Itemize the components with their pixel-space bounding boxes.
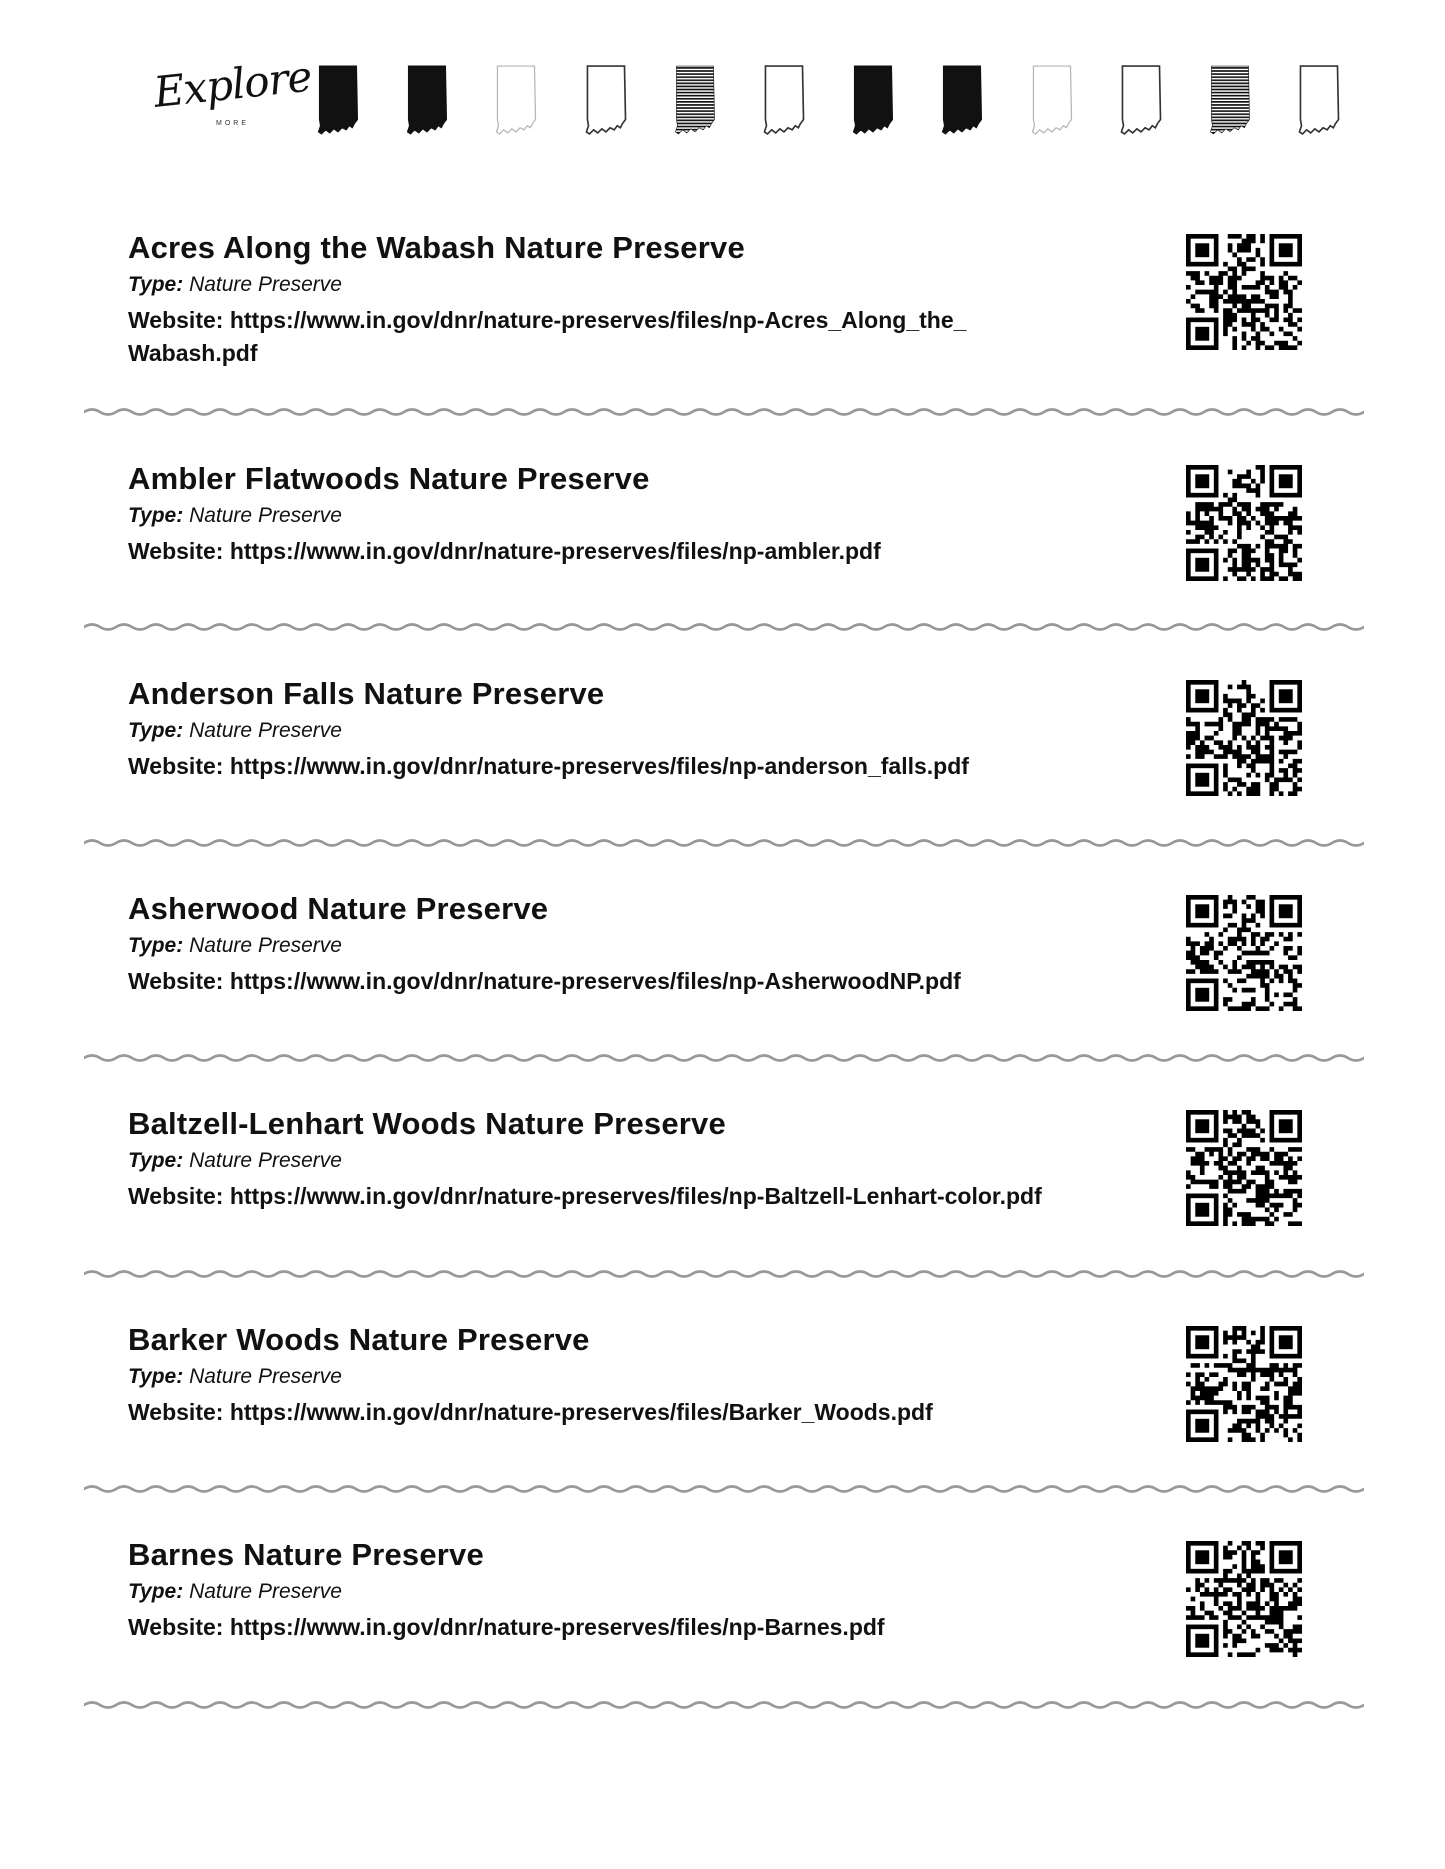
- preserve-type: [128, 504, 342, 528]
- page-header: [150, 51, 1350, 148]
- qr-code-icon: [1186, 680, 1302, 796]
- preserve-title: Barker Woods Nature Preserve: [128, 1322, 590, 1357]
- list-item: [128, 1322, 1318, 1482]
- preserve-website: [128, 1396, 1008, 1429]
- qr-code-icon: [1186, 895, 1302, 1011]
- website-link[interactable]: https://www.in.gov/dnr/nature-preserves/files/np-ambler.pdf: [229, 538, 881, 564]
- type-value: Nature Preserve: [189, 1149, 342, 1172]
- preserve-type: [128, 1580, 342, 1604]
- qr-code-icon: [1186, 1110, 1302, 1226]
- website-link[interactable]: https://www.in.gov/dnr/nature-preserves/files/np-AsherwoodNP.pdf: [229, 968, 961, 994]
- indiana-outline-light-icon: [1029, 64, 1077, 136]
- wave-divider: [84, 1262, 1364, 1286]
- list-item: [128, 230, 1318, 390]
- explore-more-logo: [150, 51, 314, 138]
- website-label: Website:: [128, 753, 224, 779]
- website-label: Website:: [128, 538, 224, 564]
- preserve-website: [128, 1180, 1088, 1213]
- website-link[interactable]: https://www.in.gov/dnr/nature-preserves/files/np-Barnes.pdf: [229, 1614, 885, 1640]
- type-label: Type:: [128, 1149, 184, 1172]
- preserve-website: [128, 1611, 1008, 1644]
- preserve-type: [128, 1365, 342, 1389]
- qr-code-icon: [1186, 1541, 1302, 1657]
- website-link[interactable]: https://www.in.gov/dnr/nature-preserves/files/np-anderson_falls.pdf: [229, 753, 969, 779]
- type-value: Nature Preserve: [189, 1365, 342, 1388]
- type-value: Nature Preserve: [189, 934, 342, 957]
- wave-divider: [84, 831, 1364, 855]
- website-label: Website:: [128, 1399, 224, 1425]
- qr-code-icon: [1186, 234, 1302, 350]
- preserve-website: [128, 965, 1008, 998]
- preserve-type: [128, 1149, 342, 1173]
- list-item: [128, 1106, 1318, 1266]
- qr-code-icon: [1186, 465, 1302, 581]
- preserve-website: [128, 304, 1008, 370]
- indiana-outline-icon: [583, 64, 631, 136]
- indiana-outline-icon: [1118, 64, 1166, 136]
- indiana-outline-icon: [761, 64, 809, 136]
- preserve-title: Baltzell-Lenhart Woods Nature Preserve: [128, 1106, 726, 1141]
- preserve-title: Barnes Nature Preserve: [128, 1537, 484, 1572]
- indiana-outline-icon: [1296, 64, 1344, 136]
- type-value: Nature Preserve: [189, 504, 342, 527]
- preserve-title: Anderson Falls Nature Preserve: [128, 676, 605, 711]
- wave-divider: [84, 1477, 1364, 1501]
- website-label: Website:: [128, 968, 224, 994]
- preserve-type: [128, 934, 342, 958]
- website-label: Website:: [128, 307, 224, 333]
- type-value: Nature Preserve: [189, 1580, 342, 1603]
- list-item: [128, 676, 1318, 836]
- website-link[interactable]: https://www.in.gov/dnr/nature-preserves/files/Barker_Woods.pdf: [229, 1399, 933, 1425]
- preserve-title: Asherwood Nature Preserve: [128, 891, 549, 926]
- type-label: Type:: [128, 719, 184, 742]
- preserve-website: [128, 535, 1008, 568]
- indiana-solid-icon: [315, 64, 363, 136]
- preserve-title: Ambler Flatwoods Nature Preserve: [128, 461, 650, 496]
- indiana-solid-icon: [850, 64, 898, 136]
- type-label: Type:: [128, 273, 184, 296]
- qr-code-icon: [1186, 1326, 1302, 1442]
- logo-subtext: MORE: [216, 120, 249, 127]
- list-item: [128, 461, 1318, 621]
- type-value: Nature Preserve: [189, 273, 342, 296]
- wave-divider: [84, 400, 1364, 424]
- type-value: Nature Preserve: [189, 719, 342, 742]
- type-label: Type:: [128, 1580, 184, 1603]
- preserve-type: [128, 719, 342, 743]
- preserve-type: [128, 273, 342, 297]
- website-link[interactable]: https://www.in.gov/dnr/nature-preserves/files/np-Acres_Along_the_ Wabash.pdf: [128, 307, 967, 366]
- wave-divider: [84, 1046, 1364, 1070]
- preserve-website: [128, 750, 1008, 783]
- type-label: Type:: [128, 504, 184, 527]
- indiana-outline-light-icon: [493, 64, 541, 136]
- indiana-striped-icon: [672, 64, 720, 136]
- wave-divider: [84, 1693, 1364, 1717]
- website-label: Website:: [128, 1614, 224, 1640]
- list-item: [128, 891, 1318, 1051]
- indiana-solid-icon: [404, 64, 452, 136]
- indiana-striped-icon: [1207, 64, 1255, 136]
- indiana-solid-icon: [939, 64, 987, 136]
- website-link[interactable]: https://www.in.gov/dnr/nature-preserves/files/np-Baltzell-Lenhart-color.pdf: [229, 1183, 1042, 1209]
- type-label: Type:: [128, 934, 184, 957]
- wave-divider: [84, 615, 1364, 639]
- type-label: Type:: [128, 1365, 184, 1388]
- preserve-title: Acres Along the Wabash Nature Preserve: [128, 230, 745, 265]
- logo-text: Explore: [151, 51, 314, 117]
- website-label: Website:: [128, 1183, 224, 1209]
- list-item: [128, 1537, 1318, 1697]
